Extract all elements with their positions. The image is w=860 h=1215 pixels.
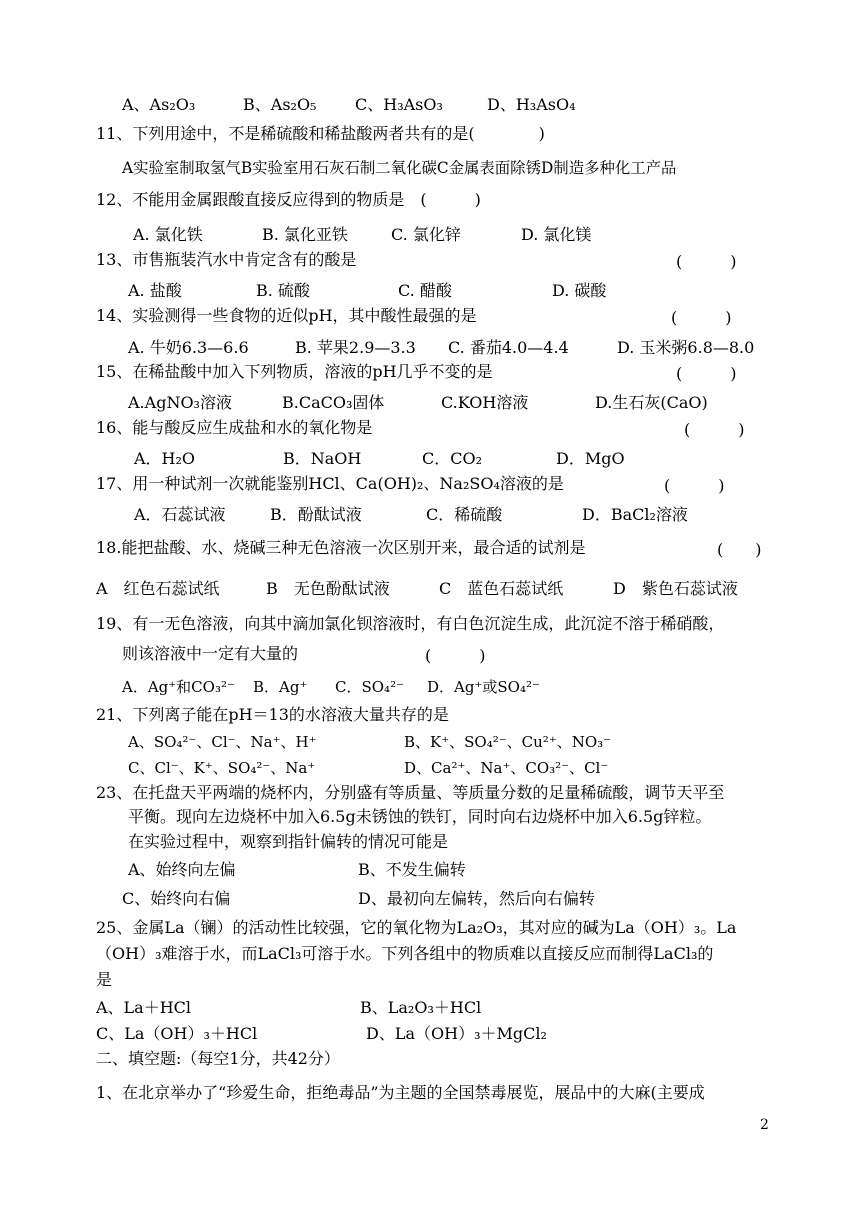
q14-option-c: C. 番茄4.0—4.4 xyxy=(448,338,569,357)
q21-option-c: C、Cl⁻、K⁺、SO₄²⁻、Na⁺ xyxy=(128,759,316,777)
q17-stem: 17、用一种试剂一次就能鉴别HCl、Ca(OH)₂、Na₂SO₄溶液的是 xyxy=(96,474,564,493)
q16-option-a: A．H₂O xyxy=(134,449,196,468)
q25-option-d: D、La（OH）₃＋MgCl₂ xyxy=(366,1024,547,1043)
q12-option-b: B. 氯化亚铁 xyxy=(262,225,348,244)
q15-option-b: B.CaCO₃固体 xyxy=(282,393,385,412)
q12-option-c: C. 氯化锌 xyxy=(391,225,461,244)
s2-question-1: 1、在北京举办了“珍爱生命，拒绝毒品”为主题的全国禁毒展览，展品中的大麻(主要成 xyxy=(96,1083,705,1102)
q16-answer-bracket: ( ) xyxy=(684,420,745,439)
q23-option-a: A、始终向左偏 xyxy=(128,860,236,879)
q18-answer-bracket: ( ) xyxy=(717,540,762,559)
q15-option-a: A.AgNO₃溶液 xyxy=(128,393,232,412)
q16-option-c: C．CO₂ xyxy=(422,449,483,468)
q17-option-c: C．稀硫酸 xyxy=(426,505,503,524)
q21-option-d: D、Ca²⁺、Na⁺、CO₃²⁻、Cl⁻ xyxy=(404,759,609,777)
q19-option-a: A．Ag⁺和CO₃²⁻ xyxy=(122,678,235,696)
q10-option-a: A、As₂O₃ xyxy=(122,95,196,114)
q13-answer-bracket: ( ) xyxy=(676,252,737,271)
q10-option-c: C、H₃AsO₃ xyxy=(355,95,443,114)
page-number: 2 xyxy=(760,1117,769,1133)
q17-option-a: A．石蕊试液 xyxy=(134,505,226,524)
q13-option-a: A. 盐酸 xyxy=(128,281,182,300)
q14-option-a: A. 牛奶6.3—6.6 xyxy=(128,338,249,357)
q17-option-d: D．BaCl₂溶液 xyxy=(582,505,688,524)
q14-stem: 14、实验测得一些食物的近似pH，其中酸性最强的是 xyxy=(96,306,477,325)
q25-option-b: B、La₂O₃＋HCl xyxy=(360,998,482,1017)
q21-option-a: A、SO₄²⁻、Cl⁻、Na⁺、H⁺ xyxy=(128,733,317,751)
q23-option-b: B、不发生偏转 xyxy=(358,860,466,879)
q12-option-a: A. 氯化铁 xyxy=(133,225,203,244)
q25-stem-line1: 25、金属La（镧）的活动性比较强，它的氧化物为La₂O₃，其对应的碱为La（OH）₃。La xyxy=(96,918,737,937)
q19-option-c: C．SO₄²⁻ xyxy=(335,678,404,696)
q14-option-d: D. 玉米粥6.8—8.0 xyxy=(617,338,755,357)
q13-option-d: D. 碳酸 xyxy=(552,281,607,300)
q19-option-b: B．Ag⁺ xyxy=(253,678,308,696)
q10-option-d: D、H₃AsO₄ xyxy=(487,95,576,114)
q13-option-b: B. 硫酸 xyxy=(256,281,310,300)
section2-heading: 二、填空题:（每空1分，共42分） xyxy=(96,1049,340,1068)
q25-option-c: C、La（OH）₃＋HCl xyxy=(96,1024,258,1043)
q18-option-c: C 蓝色石蕊试纸 xyxy=(439,579,564,598)
q19-stem-line1: 19、有一无色溶液，向其中滴加氯化钡溶液时，有白色沉淀生成，此沉淀不溶于稀硝酸， xyxy=(96,614,725,633)
q18-option-b: B 无色酚酞试液 xyxy=(266,579,390,598)
q23-stem-line2: 平衡。现向左边烧杯中加入6.5g未锈蚀的铁钉，同时向右边烧杯中加入6.5g锌粒。 xyxy=(128,807,712,826)
q15-option-c: C.KOH溶液 xyxy=(441,393,529,412)
q14-answer-bracket: ( ) xyxy=(671,308,732,327)
q12-option-d: D. 氯化镁 xyxy=(521,225,592,244)
q16-stem: 16、能与酸反应生成盐和水的氧化物是 xyxy=(96,418,373,437)
q23-option-d: D、最初向左偏转，然后向右偏转 xyxy=(358,889,595,908)
q18-option-a: A 红色石蕊试纸 xyxy=(96,579,220,598)
q25-stem-line3: 是 xyxy=(96,970,113,989)
q23-stem-line1: 23、在托盘天平两端的烧杯内，分别盛有等质量、等质量分数的足量稀硫酸，调节天平至 xyxy=(96,783,725,802)
q19-stem-line2: 则该溶液中一定有大量的 xyxy=(122,644,299,663)
q19-option-d: D．Ag⁺或SO₄²⁻ xyxy=(427,678,540,696)
q15-option-d: D.生石灰(CaO) xyxy=(595,393,708,412)
q15-stem: 15、在稀盐酸中加入下列物质，溶液的pH几乎不变的是 xyxy=(96,362,493,381)
q23-option-c: C、始终向右偏 xyxy=(122,889,231,908)
q13-option-c: C. 醋酸 xyxy=(398,281,452,300)
q25-stem-line2: （OH）₃难溶于水，而LaCl₃可溶于水。下列各组中的物质难以直接反应而制得LaCl₃的 xyxy=(96,944,714,963)
q17-option-b: B．酚酞试液 xyxy=(270,505,362,524)
q16-option-d: D．MgO xyxy=(556,449,625,468)
q19-answer-bracket: ( ) xyxy=(425,646,486,665)
q23-stem-line3: 在实验过程中，观察到指针偏转的情况可能是 xyxy=(128,832,449,851)
q17-answer-bracket: ( ) xyxy=(664,476,725,495)
q13-stem: 13、市售瓶装汽水中肯定含有的酸是 xyxy=(96,250,357,269)
q14-option-b: B. 苹果2.9—3.3 xyxy=(295,338,416,357)
q11-stem: 11、下列用途中，不是稀硫酸和稀盐酸两者共有的是( ) xyxy=(96,124,545,143)
q12-stem: 12、不能用金属跟酸直接反应得到的物质是 ( ) xyxy=(96,190,481,209)
q10-option-b: B、As₂O₅ xyxy=(243,95,317,114)
q15-answer-bracket: ( ) xyxy=(676,364,737,383)
q21-option-b: B、K⁺、SO₄²⁻、Cu²⁺、NO₃⁻ xyxy=(404,733,612,751)
q11-options: A实验室制取氢气B实验室用石灰石制二氧化碳C金属表面除锈D制造多种化工产品 xyxy=(122,159,677,177)
q18-option-d: D 紫色石蕊试液 xyxy=(613,579,738,598)
q18-stem: 18.能把盐酸、水、烧碱三种无色溶液一次区别开来，最合适的试剂是 xyxy=(96,538,586,557)
q21-stem: 21、下列离子能在pH＝13的水溶液大量共存的是 xyxy=(96,705,449,724)
q25-option-a: A、La＋HCl xyxy=(96,998,192,1017)
q16-option-b: B．NaOH xyxy=(283,449,362,468)
